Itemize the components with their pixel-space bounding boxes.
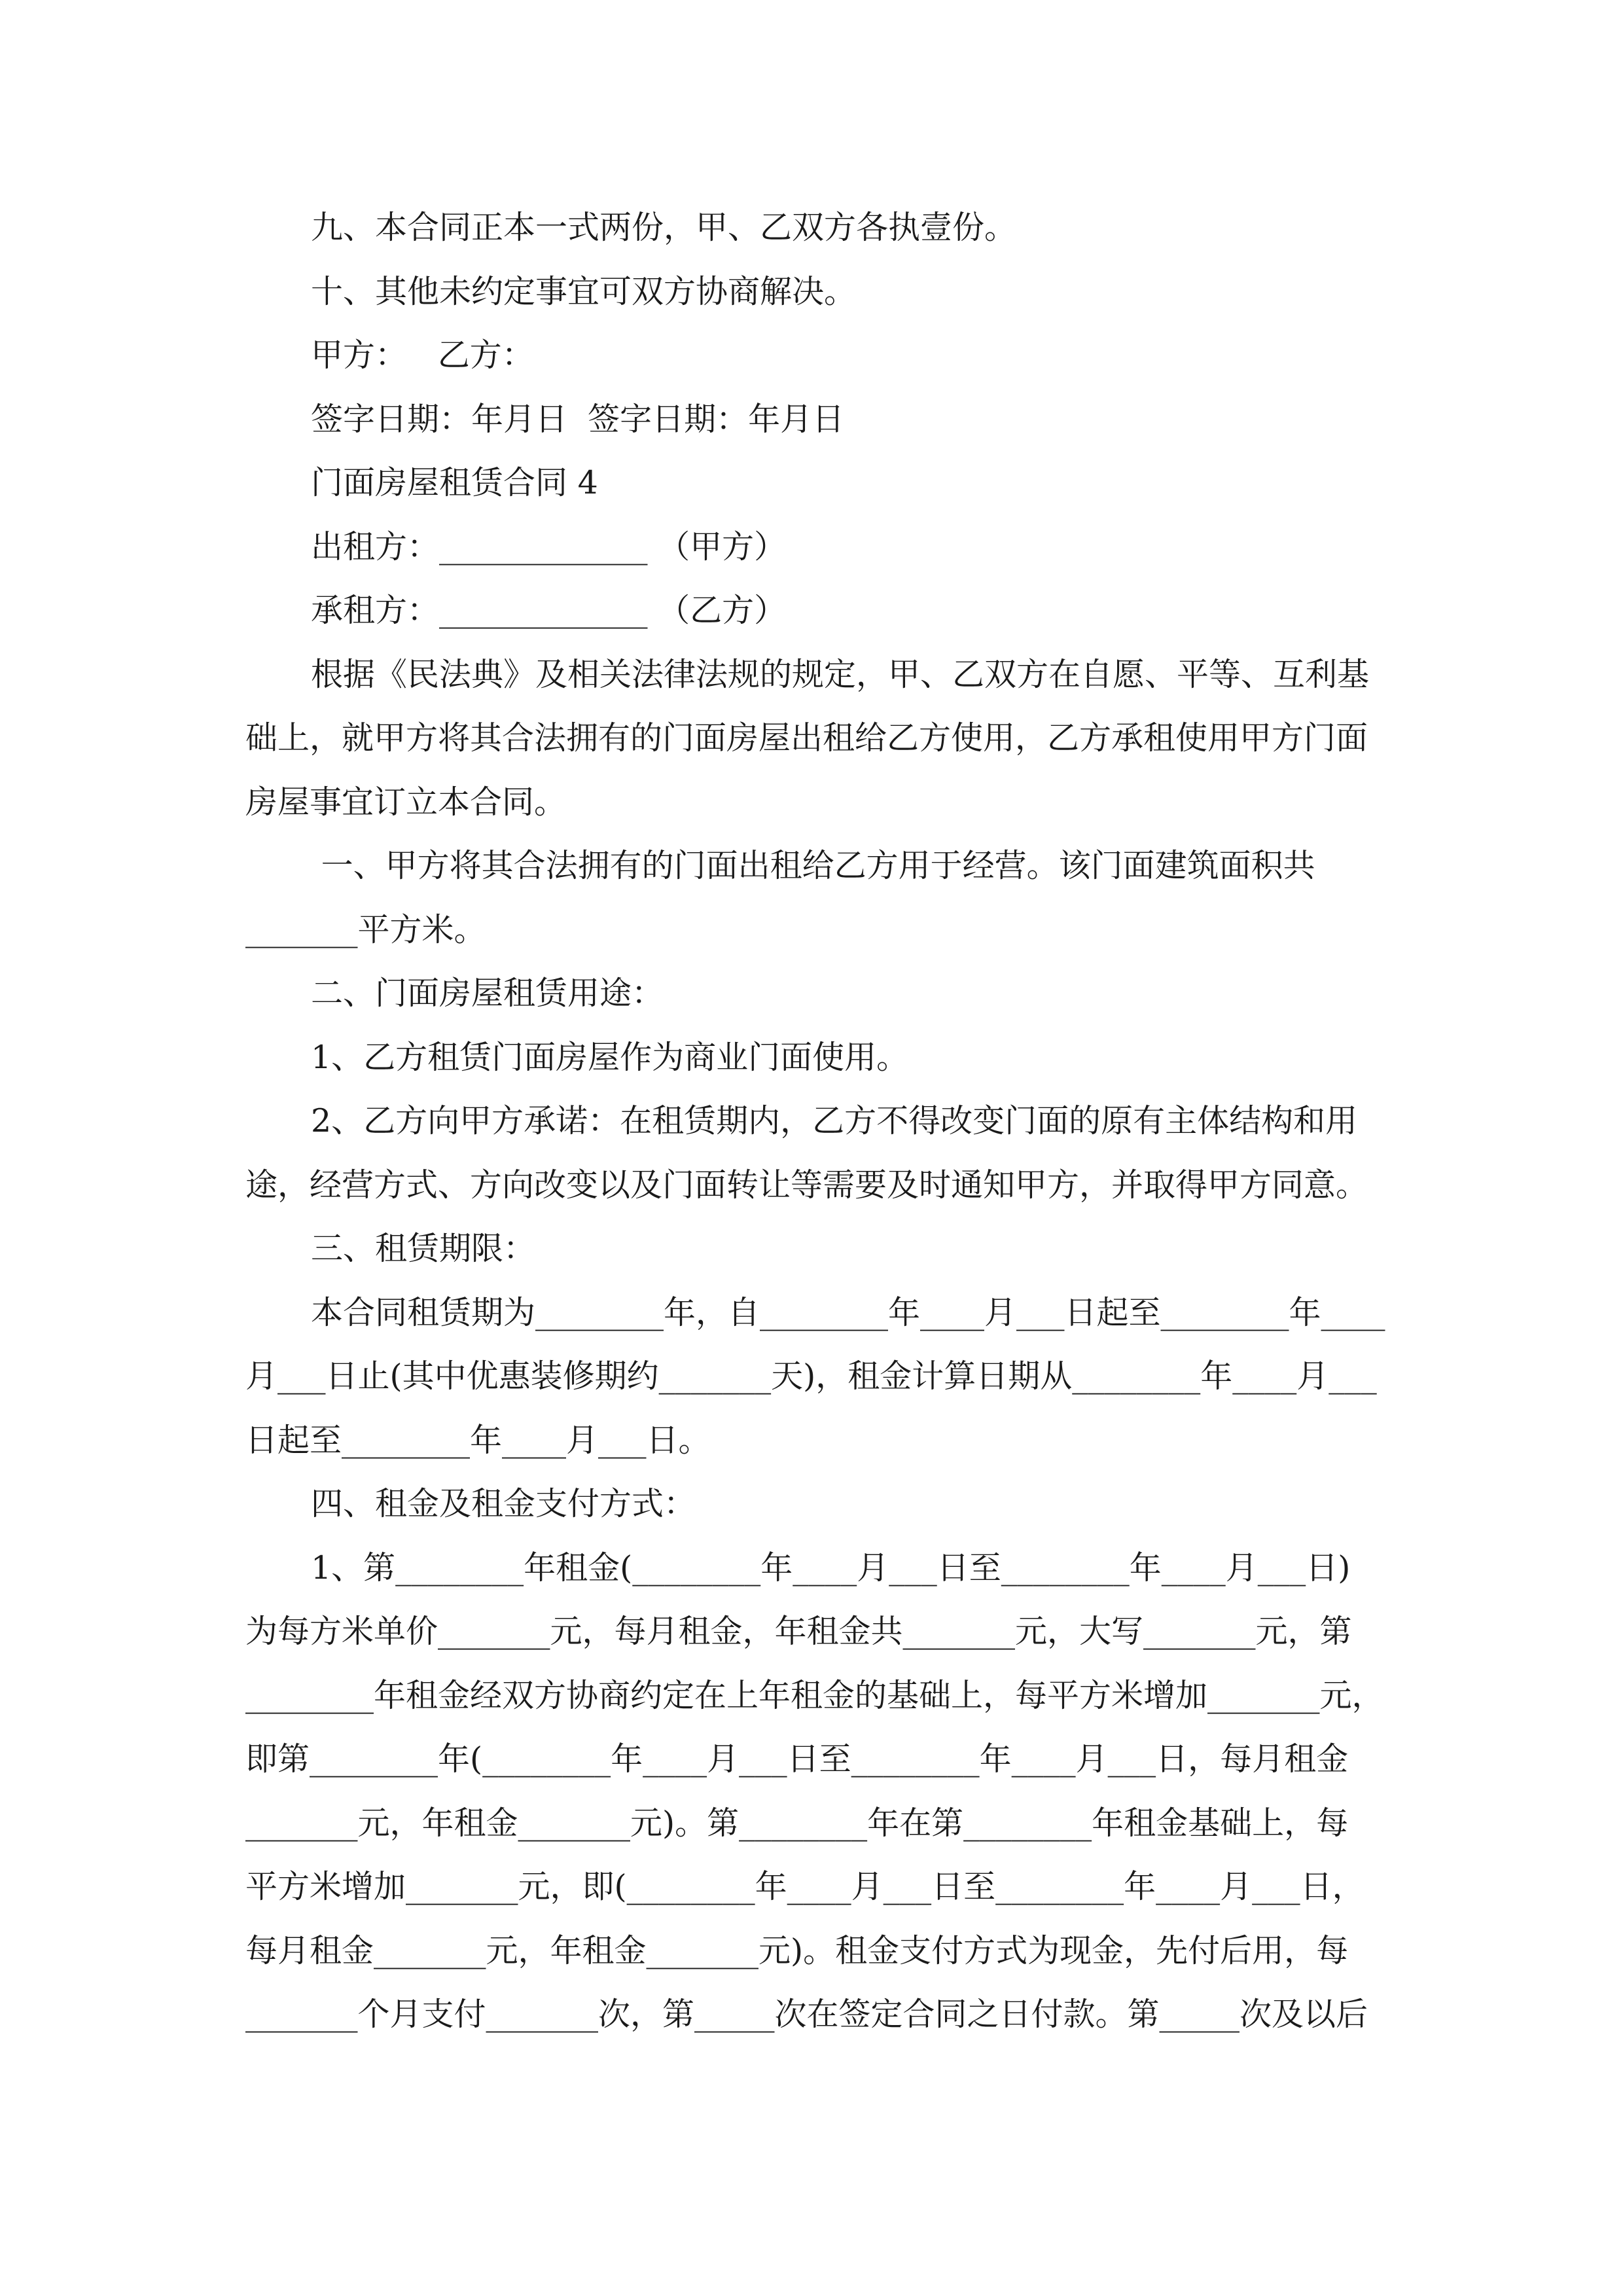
lessor-line: 出租方：_____________ （甲方） (311, 528, 787, 565)
article-2-item-1: 1、乙方租赁门面房屋作为商业门面使用。 (311, 1038, 909, 1076)
contract-body (245, 207, 1397, 2058)
lease-term-line: 月___日止(其中优惠装修期约_______天)，租金计算日期从________年____月___ (245, 1357, 1377, 1395)
rent-line: 1、第________年租金(________年____月___日至________年____月___日) (311, 1549, 1351, 1587)
rent-line: _______个月支付_______次，第_____次在签定合同之日付款。第_____次及以后 (245, 1996, 1368, 2033)
preamble-line: 础上，就甲方将其合法拥有的门面房屋出租给乙方使用，乙方承租使用甲方门面 (245, 719, 1368, 757)
lease-term-line: 日起至________年____月___日。 (245, 1421, 711, 1459)
contract-title: 门面房屋租赁合同 4 (311, 464, 598, 501)
lessee-line: 承租方：_____________ （乙方） (311, 592, 787, 629)
rent-line: 为每方米单价_______元，每月租金，年租金共_______元，大写_______元，第 (245, 1613, 1352, 1650)
article-2-item-2-line: 途，经营方式、方向改变以及门面转让等需要及时通知甲方，并取得甲方同意。 (245, 1166, 1368, 1204)
clause-9-line: 九、本合同正本一式两份，甲、乙双方各执壹份。 (311, 209, 1017, 246)
article-2-item-2-line: 2、乙方向甲方承诺：在租赁期内，乙方不得改变门面的原有主体结构和用 (311, 1102, 1358, 1139)
rent-line: 平方米增加_______元，即(________年____月___日至________年____月___日， (245, 1868, 1364, 1905)
rent-line: 每月租金_______元，年租金_______元)。租金支付方式为现金，先付后用，每 (245, 1931, 1349, 1969)
article-2-heading: 二、门面房屋租赁用途： (311, 975, 664, 1012)
rent-line: _______元，年租金_______元)。第________年在第________年租金基础上，每 (245, 1804, 1349, 1842)
article-1-line: 一、甲方将其合法拥有的门面出租给乙方用于经营。该门面建筑面积共 (311, 847, 1315, 884)
preamble-line: 房屋事宜订立本合同。 (245, 783, 567, 821)
rent-line: ________年租金经双方协商约定在上年租金的基础上，每平方米增加_______元， (245, 1676, 1384, 1714)
signature-parties-line: 甲方： 乙方： (311, 336, 534, 374)
signature-date-line: 签字日期：年月日 签字日期：年月日 (311, 400, 845, 438)
clause-10-line: 十、其他未约定事宜可双方协商解决。 (311, 272, 857, 310)
lease-term-line: 本合同租赁期为________年，自________年____月___日起至________年____ (311, 1293, 1385, 1331)
article-4-heading: 四、租金及租金支付方式： (311, 1485, 696, 1522)
article-3-heading: 三、租赁期限： (311, 1230, 536, 1267)
rent-line: 即第________年(________年____月___日至________年____月___日，每月租金 (245, 1740, 1349, 1778)
article-1-line: _______平方米。 (245, 910, 486, 948)
preamble-line: 根据《民法典》及相关法律法规的规定，甲、乙双方在自愿、平等、互利基 (311, 655, 1370, 693)
